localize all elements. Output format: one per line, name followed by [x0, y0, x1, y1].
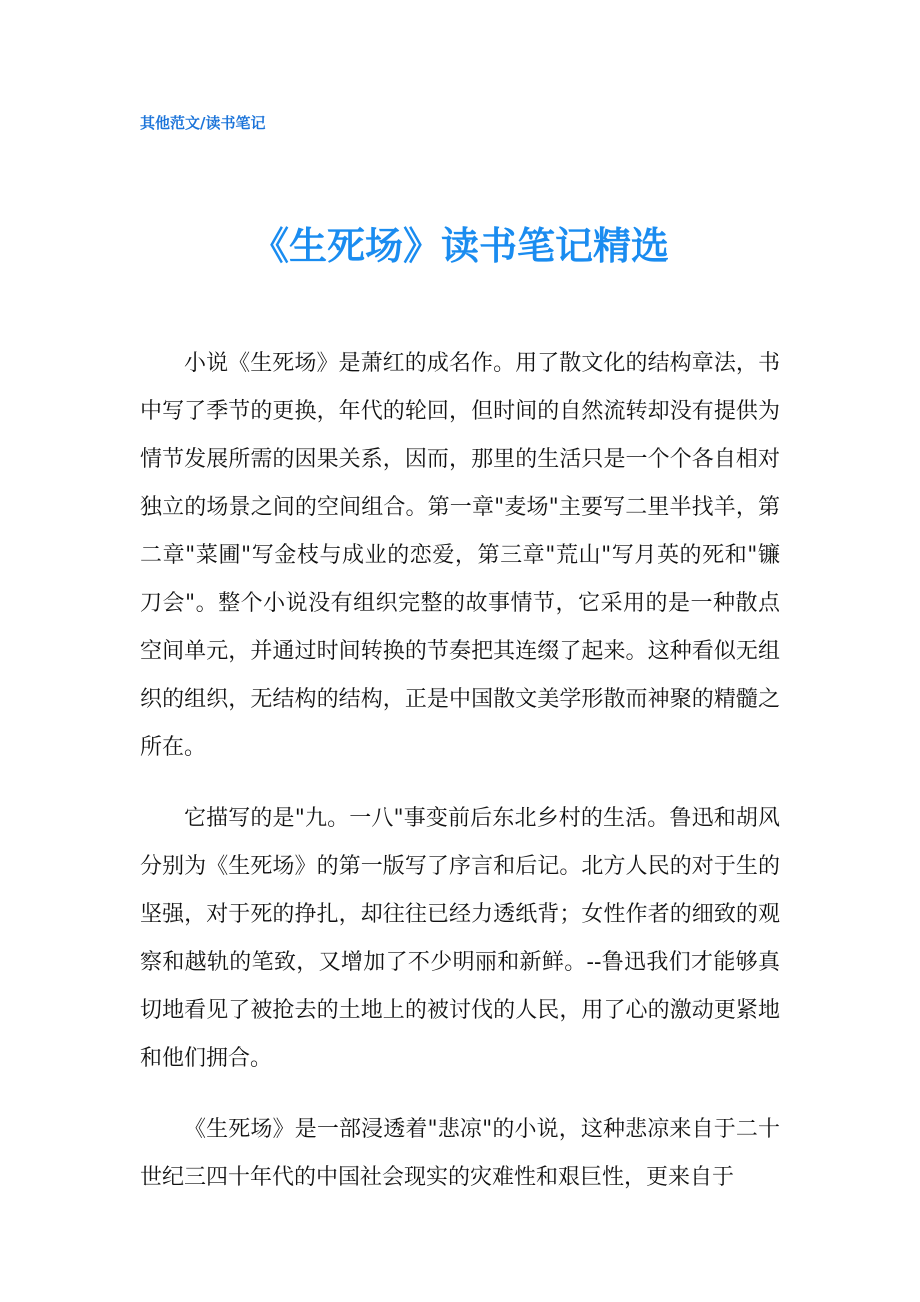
paragraph-3: 《生死场》是一部浸透着"悲凉"的小说，这种悲凉来自于二十世纪三四十年代的中国社会现实的灾难性和艰巨性，更来自于	[140, 1117, 780, 1190]
page-title: 《生死场》读书笔记精选	[250, 224, 669, 268]
article-body	[140, 340, 780, 1225]
paragraph-1: 小说《生死场》是萧红的成名作。用了散文化的结构章法，书中写了季节的更换，年代的轮回，但时间的自然流转却没有提供为情节发展所需的因果关系，因而，那里的生活只是一个个各自相对独立的场景之间的空间组合。第一章"麦场"主要写二里半找羊，第二章"菜圃"写金枝与成业的恋爱，第三章"荒山"写月英的死和"镰刀会"。整个小说没有组织完整的故事情节，它采用的是一种散点空间单元，并通过时间转换的节奏把其连缀了起来。这种看似无组织的组织，无结构的结构，正是中国散文美学形散而神聚的精髓之所在。	[140, 351, 780, 760]
paragraph-2: 它描写的是"九。一八"事变前后东北乡村的生活。鲁迅和胡风分别为《生死场》的第一版写了序言和后记。北方人民的对于生的坚强，对于死的挣扎，却往往已经力透纸背；女性作者的细致的观察和越轨的笔致，又增加了不少明丽和新鲜。--鲁迅我们才能够真切地看见了被抢去的土地上的被讨伐的人民，用了心的激动更紧地和他们拥合。	[140, 806, 780, 1071]
breadcrumb[interactable]: 其他范文/读书笔记	[140, 114, 266, 132]
